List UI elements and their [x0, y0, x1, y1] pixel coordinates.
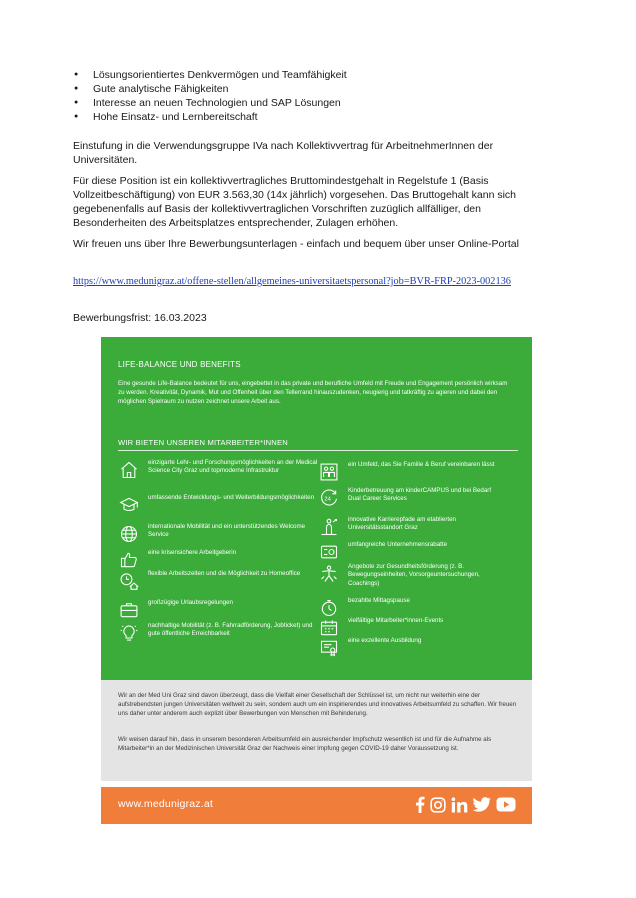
- benefit-text: eine exzellente Ausbildung: [348, 637, 422, 644]
- classification-paragraph: Einstufung in die Verwendungsgruppe IVa nach Kollektivvertrag für ArbeitnehmerInnen der Universitäten.: [73, 140, 494, 166]
- twitter-icon[interactable]: [473, 797, 491, 812]
- benefits-title: LIFE-BALANCE UND BENEFITS: [118, 360, 241, 369]
- footer-url[interactable]: www.medunigraz.at: [118, 798, 214, 810]
- list-item: ● Lösungsorientiertes Denkvermögen und Teamfähigkeit: [93, 68, 553, 82]
- application-note: Wir freuen uns über Ihre Bewerbungsunterlagen - einfach und bequem über unser Online-Portal: [73, 238, 519, 250]
- benefits-panel: [101, 337, 532, 680]
- benefits-subheading: WIR BIETEN UNSEREN MITARBEITER*INNEN: [118, 438, 288, 447]
- lightbulb-icon: [118, 622, 140, 644]
- benefit-item: [118, 570, 318, 592]
- linkedin-icon[interactable]: [451, 797, 468, 813]
- benefit-item: [118, 459, 318, 481]
- benefit-text: eine krisensichere Arbeitgeberin: [148, 549, 237, 556]
- social-links: [415, 796, 516, 813]
- benefit-text: einzigarte Lehr- und Forschungsmöglichkeiten an der Medical Science City Graz und topmoderne Infrastruktur: [148, 459, 318, 475]
- list-item: ● Gute analytische Fähigkeiten: [93, 82, 553, 96]
- list-item: ● Hohe Einsatz- und Lernbereitschaft: [93, 110, 553, 124]
- family-icon: [318, 461, 340, 483]
- benefits-intro: Eine gesunde Life-Balance bedeutet für uns, eingebettet in das private und berufliche Umfeld mit Freude und Engagement persönlich wirksam zu werden. Kreativität, Dynamik, Mut und Offenheit über den Tellerrand hinauszudenken, neugierig und tatkräftig zu agieren und dabei den möglichen Spielraum zu nutzen zeichnet unsere Arbeit aus.: [118, 380, 508, 405]
- career-path-icon: [318, 516, 340, 538]
- benefit-item: [118, 622, 318, 644]
- youtube-icon[interactable]: [496, 797, 516, 812]
- suitcase-icon: [118, 599, 140, 621]
- discount-icon: [318, 541, 340, 563]
- benefit-item: [118, 523, 318, 545]
- diversity-note: Wir an der Med Uni Graz sind davon überzeugt, dass die Vielfalt einer Gesellschaft der Schlüssel ist, um nicht nur weiterhin eine der aufstrebendsten jungen Universitäten weltweit zu sein, sondern auch um ein inspirierendes und innovatives Arbeitsumfeld zu schaffen. Wir freuen uns daher unter anderem auch explizit über Bewerbungen von Menschen mit Behinderung.: [118, 692, 517, 717]
- application-portal-link[interactable]: https://www.medunigraz.at/offene-stellen/allgemeines-universitaetspersonal?job=BVR-FRP-2023-002136: [73, 276, 511, 287]
- facebook-icon[interactable]: [415, 796, 425, 813]
- benefit-text: ein Umfeld, das Sie Familie & Beruf vereinbaren lässt: [348, 461, 495, 468]
- svg-text:24: 24: [324, 496, 331, 503]
- requirements-list: [73, 68, 553, 124]
- benefit-text: Kinderbetreuung am kinderCAMPUS und bei Bedarf Dual Career Services: [348, 487, 492, 503]
- thumbs-up-icon: [118, 549, 140, 571]
- globe-icon: [118, 523, 140, 545]
- benefit-item: [118, 549, 318, 571]
- benefit-text: innovative Karrierepfade am etablierten Universitätsstandort Graz: [348, 516, 457, 532]
- calendar-icon: [318, 617, 340, 639]
- benefit-item: [318, 637, 503, 659]
- benefit-item: [318, 487, 503, 509]
- 24h-icon: [318, 487, 340, 509]
- salary-paragraph: Für diese Position ist ein kollektivvertragliches Bruttomindestgehalt in Regelstufe 1 (Basis Vollzeitbeschäftigung) von EUR 3.563,30 (14x jährlich) vorgesehen. Das Bruttogehalt kann sich gegebenenfalls auf Basis der kollektivvertraglichen Vorschriften zuzüglich allfälliger, den Besonderheiten des Arbeitsplatzes entsprechender, Zulagen erhöhen.: [73, 175, 517, 229]
- benefit-text: nachhaltige Mobilität (z. B. Fahrradförderung, Jobticket) und gute öffentliche Erreichbarkeit: [148, 622, 313, 638]
- benefit-item: [318, 541, 503, 563]
- benefit-text: großzügige Urlaubsregelungen: [148, 599, 233, 606]
- health-icon: [318, 563, 340, 585]
- list-item: ● Interesse an neuen Technologien und SAP Lösungen: [93, 96, 553, 110]
- notes-panel: [101, 680, 532, 781]
- clock-home-icon: [118, 570, 140, 592]
- benefit-text: internationale Mobilität und ein unterstützendes Welcome Service: [148, 523, 306, 539]
- certificate-icon: [318, 637, 340, 659]
- benefit-item: [318, 563, 503, 588]
- benefit-text: bezahlte Mittagspause: [348, 597, 410, 604]
- benefit-item: [118, 494, 318, 516]
- graduation-cap-icon: [118, 494, 140, 516]
- benefit-text: flexible Arbeitszeiten und die Möglichkeit zu Homeoffice: [148, 570, 301, 577]
- benefit-text: umfassende Entwicklungs- und Weiterbildungsmöglichkeiten: [148, 494, 315, 501]
- benefit-item: [318, 617, 503, 639]
- instagram-icon[interactable]: [430, 797, 446, 813]
- benefit-item: [318, 516, 503, 538]
- stopwatch-icon: [318, 597, 340, 619]
- benefit-text: vielfältige Mitarbeiter*innen-Events: [348, 617, 444, 624]
- benefit-text: Angebote zur Gesundheitsförderung (z. B. Bewegungseinheiten, Vorsorgeuntersuchungen, Coachings): [348, 563, 480, 587]
- house-icon: [118, 459, 140, 481]
- benefit-item: [318, 461, 503, 483]
- application-deadline: Bewerbungsfrist: 16.03.2023: [73, 312, 207, 324]
- benefit-item: [118, 599, 318, 621]
- divider: [118, 450, 518, 451]
- benefit-text: umfangreiche Unternehmensrabatte: [348, 541, 448, 548]
- benefit-item: [318, 597, 503, 619]
- footer-bar: [101, 787, 532, 824]
- vaccination-note: Wir weisen darauf hin, dass in unserem besonderen Arbeitsumfeld ein ausreichender Impfschutz wesentlich ist und für die Aufnahme als Mitarbeiter*in an der Medizinischen Universität Graz der Nachweis einer Impfung gegen COVID-19 daher Voraussetzung ist.: [118, 736, 492, 752]
